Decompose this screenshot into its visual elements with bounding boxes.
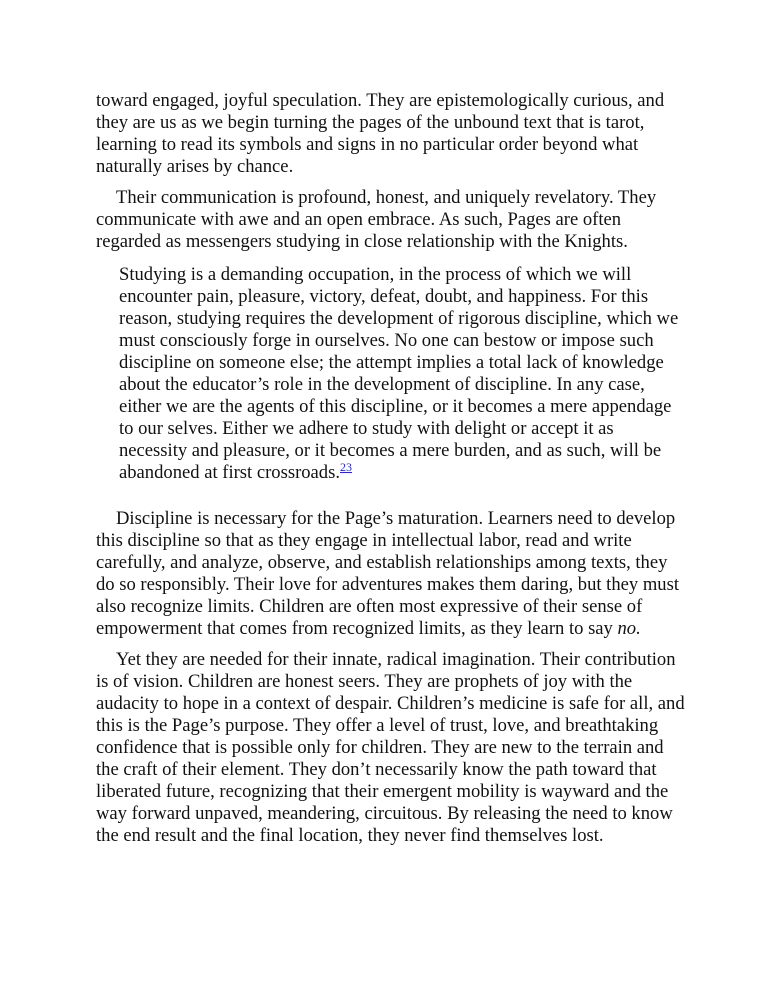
document-page	[96, 90, 686, 847]
block-quote	[119, 264, 686, 484]
body-paragraph-4: Yet they are needed for their innate, radical imagination. Their contribution is of vision. Children are honest seers. They are prophets of joy with the audacity to hope in a context of despair. Children’s medicine is safe for all, and this is the Page’s purpose. They offer a level of trust, love, and breathtaking confidence that is possible only for children. They are new to the terrain and the craft of their element. They don’t necessarily know the path toward that liberated future, recognizing that their emergent mobility is wayward and the way forward unpaved, meandering, circuitous. By releasing the need to know the end result and the final location, they never find themselves lost.	[96, 649, 685, 846]
body-paragraph-2: Their communication is profound, honest, and uniquely revelatory. They communicate with awe and an open embrace. As such, Pages are often regarded as messengers studying in close relationship with the Knights.	[96, 187, 657, 252]
body-paragraph-1: toward engaged, joyful speculation. They are epistemologically curious, and they are us as we begin turning the pages of the unbound text that is tarot, learning to read its symbols and signs in no particular order beyond what naturally arises by chance.	[96, 90, 665, 177]
body-paragraph-3-text: Discipline is necessary for the Page’s maturation. Learners need to develop this discipline so that as they engage in intellectual labor, read and write carefully, and analyze, observe, and establish relationships among texts, they do so responsibly. Their love for adventures makes them daring, but they must also recognize limits. Children are often most expressive of their sense of empowerment that comes from recognized limits, as they learn to say	[96, 508, 680, 639]
body-paragraph-3	[96, 508, 686, 640]
block-quote-text: Studying is a demanding occupation, in the process of which we will encounter pain, pleasure, victory, defeat, doubt, and happiness. For this reason, studying requires the development of rigorous discipline, which we must consciously forge in ourselves. No one can bestow or impose such discipline on someone else; the attempt implies a total lack of knowledge about the educator’s role in the development of discipline. In any case, either we are the agents of this discipline, or it becomes a mere appendage to our selves. Either we adhere to study with delight or accept it as necessity and pleasure, or it becomes a mere burden, and as such, will be abandoned at first crossroads.	[119, 264, 679, 483]
footnote-link[interactable]: 23	[340, 460, 352, 474]
emphasis-text: no.	[617, 618, 641, 639]
